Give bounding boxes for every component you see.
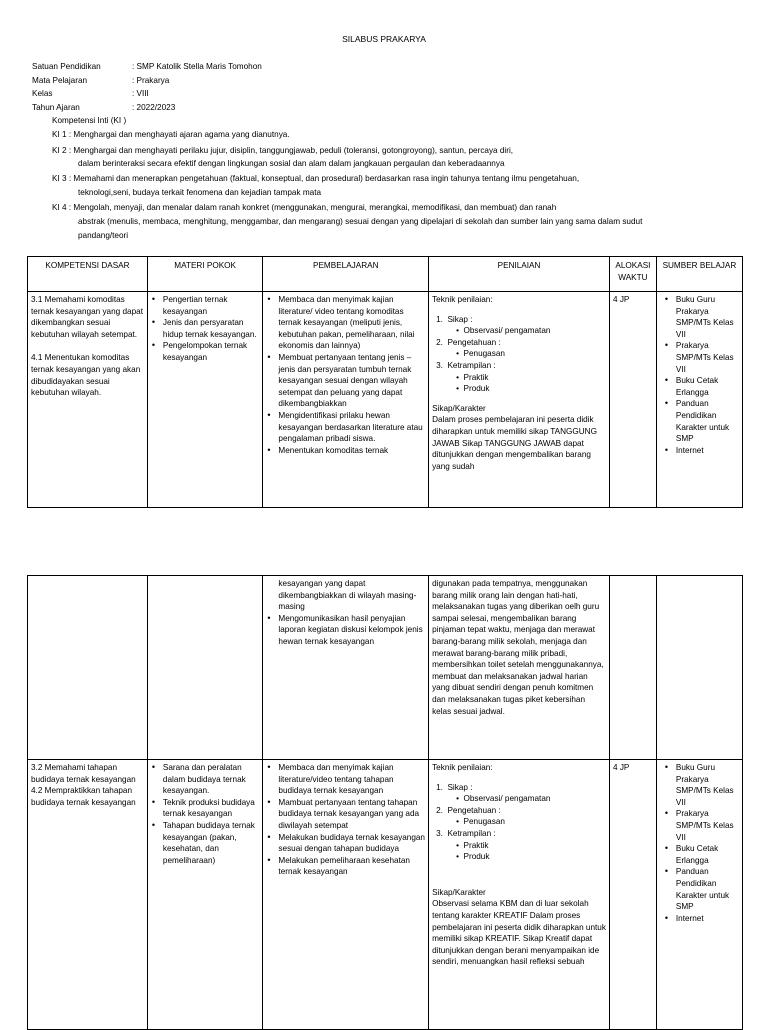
list-item: • Pengertian ternak kesayangan: [163, 294, 260, 317]
meta-row: [32, 62, 632, 74]
list-item: • Mengidentifikasi prilaku hewan kesayangan berdasarkan literature atau pengalaman pribadi siswa.: [278, 410, 425, 445]
meta-key: Tahun Ajaran: [32, 103, 80, 112]
penilaian-cell: digunakan pada tempatnya, menggunakan barang milik orang lain dengan hati-hati, melaksanakan tugas yang diberikan oelh guru sampai selesai, mengembalikan barang pinjaman tepat waktu, menjaga dan merawat barang-barang milik sekolah, menjaga dan merawat barang-barang milik pribadi, membersihkan toilet setelah menggunakannya, membuat dan melaksanakan jadwal harian yang dibuat sendiri dengan penuh komitmen dan melaksanakan tugas piket kebersihan kelas sesuai jadwal.: [429, 576, 610, 760]
document-title: SILABUS PRAKARYA: [342, 34, 426, 44]
ki-item: [52, 130, 290, 141]
meta-row: [32, 89, 632, 101]
list-item: • Internet: [676, 913, 739, 925]
ki-list: [52, 130, 752, 245]
alokasi-cell: 4 JP: [610, 292, 657, 508]
ki-label: KI 3 :: [52, 174, 72, 183]
sub-item: • Produk: [456, 852, 490, 862]
materi-cell: [147, 576, 263, 760]
sumber-cell: [656, 292, 742, 508]
alokasi-cell: 4 JP: [610, 760, 657, 1030]
pengetahuan-label: 2. Pengetahuan :: [436, 805, 501, 815]
sub-item: • Penugasan: [456, 349, 505, 359]
ki-text: Menghargai dan menghayati perilaku jujur, disiplin, tanggungjawab, peduli (toleransi, gotongroyong), santun, percaya diri,: [73, 146, 514, 155]
kd-cell: [28, 576, 148, 760]
meta-value: : 2022/2023: [132, 103, 176, 112]
pengetahuan-label: 2. Pengetahuan :: [436, 337, 501, 347]
list-item: • Membaca dan menyimak kajian literature/video tentang tahapan budidaya ternak kesayangan: [278, 762, 425, 797]
list-item: • Prakarya SMP/MTs Kelas VII: [676, 340, 739, 375]
list-item: • Mengomunikasikan hasil penyajian laporan kegiatan diskusi kelompok jenis hewan ternak kesayangan: [278, 613, 425, 648]
ki-text: pandang/teori: [78, 231, 129, 240]
teknik-label: Teknik penilaian:: [432, 295, 493, 304]
meta-key: Mata Pelajaran: [32, 76, 88, 85]
sub-item: • Praktik: [456, 840, 489, 850]
kompetensi-inti-heading: Kompetensi Inti (KI ): [52, 116, 127, 125]
list-item: • Prakarya SMP/MTs Kelas VII: [676, 808, 739, 843]
kd-item: 4.2 Mempraktikkan tahapan budidaya ternak kesayangan: [31, 786, 136, 807]
meta-value: : Prakarya: [132, 76, 170, 85]
sumber-cell: [656, 576, 742, 760]
teknik-label: Teknik penilaian:: [432, 763, 493, 772]
sikap-label: 1. Sikap :: [436, 314, 473, 324]
ketrampilan-label: 3. Ketrampilan :: [436, 360, 496, 370]
ki-text: Mengolah, menyaji, dan menalar dalam ranah konkret (menggunakan, mengurai, merangkai, memodifikasi, dan membuat) dan ranah: [73, 203, 557, 212]
materi-cell: [147, 292, 263, 508]
sub-item: • Praktik: [456, 372, 489, 382]
list-item: • Panduan Pendidikan Karakter untuk SMP: [676, 398, 739, 444]
ki-text: Menghargai dan menghayati ajaran agama yang dianutnya.: [73, 130, 290, 139]
list-item: • Panduan Pendidikan Karakter untuk SMP: [676, 866, 739, 912]
karakter-heading: Sikap/Karakter: [432, 887, 486, 897]
list-item: • Mambuat pertanyaan tentang tahapan budidaya ternak kesayangan yang ada diwilayah setempat: [278, 797, 425, 832]
list-item: • Buku Cetak Erlangga: [676, 375, 739, 398]
header-materi-pokok: MATERI POKOK: [147, 257, 263, 292]
table-header-row: [28, 257, 743, 292]
syllabus-table-page2: [27, 575, 743, 1030]
sub-item: • Penugasan: [456, 817, 505, 827]
list-item: • Melakukan pemeliharaan kesehatan ternak kesayangan: [278, 855, 425, 878]
list-item: • Buku Guru Prakarya SMP/MTs Kelas VII: [676, 762, 739, 808]
header-kompetensi-dasar: KOMPETENSI DASAR: [28, 257, 148, 292]
kd-cell: [28, 292, 148, 508]
ki-text: teknologi,seni, budaya terkait fenomena dan kejadian tampak mata: [78, 188, 322, 197]
continued-text: kesayangan yang dapat dikembangbiakkan di wilayah masing-masing: [278, 579, 417, 612]
sikap-label: 1. Sikap :: [436, 782, 473, 792]
karakter-heading: Sikap/Karakter: [432, 403, 486, 413]
meta-key: Kelas: [32, 89, 53, 98]
sub-item: • Observasi/ pengamatan: [456, 794, 551, 804]
pembelajaran-cell: [263, 760, 429, 1030]
header-alokasi-waktu: ALOKASI WAKTU: [610, 257, 657, 292]
list-item: • Menentukan komoditas ternak: [278, 445, 425, 457]
list-item: • Tahapan budidaya ternak kesayangan (pakan, kesehatan, dan pemeliharaan): [163, 820, 260, 866]
pembelajaran-cell: [263, 576, 429, 760]
ki-label: KI 4 :: [52, 203, 72, 212]
ketrampilan-label: 3. Ketrampilan :: [436, 828, 496, 838]
table-row: [28, 292, 743, 508]
list-item: • Teknik produksi budidaya ternak kesayangan: [163, 797, 260, 820]
list-item: • Buku Cetak Erlangga: [676, 843, 739, 866]
list-item: • Membuat pertanyaan tentang jenis –jenis dan persyaratan tumbuh ternak kesayangan sesuai dengan wilayah setempat dan peluang yang dapat dikembangbiakkan: [278, 352, 425, 410]
syllabus-table-page1: [27, 256, 743, 508]
penilaian-cell: [429, 760, 610, 1030]
meta-value: : VIII: [132, 89, 149, 98]
sub-item: • Observasi/ pengamatan: [456, 326, 551, 336]
pembelajaran-cell: [263, 292, 429, 508]
alokasi-cell: [610, 576, 657, 760]
meta-value: : SMP Katolik Stella Maris Tomohon: [132, 62, 262, 71]
ki-text: Memahami dan menerapkan pengetahuan (faktual, konseptual, dan prosedural) berdasarkan rasa ingin tahunya tentang ilmu pengetahuan,: [73, 174, 580, 183]
meta-row: [32, 103, 632, 115]
header-sumber-belajar: SUMBER BELAJAR: [656, 257, 742, 292]
penilaian-cell: [429, 292, 610, 508]
materi-cell: [147, 760, 263, 1030]
list-item: • Buku Guru Prakarya SMP/MTs Kelas VII: [676, 294, 739, 340]
ki-text: abstrak (menulis, membaca, menghitung, menggambar, dan mengarang) sesuai dengan yang dipelajari di sekolah dan sumber lain yang sama dalam sudut: [78, 217, 643, 226]
list-item: • Internet: [676, 445, 739, 457]
list-item: • Jenis dan persyaratan hidup ternak kesayangan.: [163, 317, 260, 340]
ki-item: [52, 174, 579, 185]
table-row: [28, 576, 743, 760]
meta-row: [32, 76, 632, 88]
meta-key: Satuan Pendidikan: [32, 62, 101, 71]
kd-item: 4.1 Menentukan komoditas ternak kesayangan yang akan dibudidayakan sesuai kebutuhan wilayah.: [31, 353, 141, 398]
karakter-text: Dalam proses pembelajaran ini peserta didik diharapkan untuk memiliki sikap TANGGUNG JAWAB Sikap TANGGUNG JAWAB dapat ditunjukkan dengan mengembalikan barang yang sudah: [432, 415, 597, 471]
ki-label: KI 2 :: [52, 146, 72, 155]
list-item: • Sarana dan peralatan dalam budidaya ternak kesayangan.: [163, 762, 260, 797]
kd-item: 3.2 Memahami tahapan budidaya ternak kesayangan: [31, 763, 136, 784]
header-penilaian: PENILAIAN: [429, 257, 610, 292]
list-item: • Pengelompokan ternak kesayangan: [163, 340, 260, 363]
header-pembelajaran: PEMBELAJARAN: [263, 257, 429, 292]
ki-item: [52, 203, 556, 214]
table-row: [28, 760, 743, 1030]
ki-item: [52, 146, 513, 157]
karakter-text: Observasi selama KBM dan di luar sekolah tentang karakter KREATIF Dalam proses pembelajaran ini peserta didik diharapkan untuk memiliki sikap KREATIF. Sikap Kreatif dapat ditunjukkan dengan berani menyampaikan ide sendiri, menuangkan hasil refleksi sebuah: [432, 899, 606, 967]
list-item: • Melakukan budidaya ternak kesayangan sesuai dengan tahapan budidaya: [278, 832, 425, 855]
sub-item: • Produk: [456, 384, 490, 394]
list-item: • Membaca dan menyimak kajian literature/ video tentang komoditas ternak kesayangan (meliputi jenis, kebutuhan pakan, pemeliharaan, nilai ekonomis dan lainnya): [278, 294, 425, 352]
sumber-cell: [656, 760, 742, 1030]
ki-label: KI 1 :: [52, 130, 72, 139]
ki-text: dalam berinteraksi secara efektif dengan lingkungan sosial dan alam dalam jangkauan pergaulan dan keberadaannya: [78, 159, 505, 168]
kd-cell: [28, 760, 148, 1030]
kd-item: 3.1 Memahami komoditas ternak kesayangan yang dapat dikembangkan sesuai kebutuhan wilayah setempat.: [31, 295, 143, 339]
